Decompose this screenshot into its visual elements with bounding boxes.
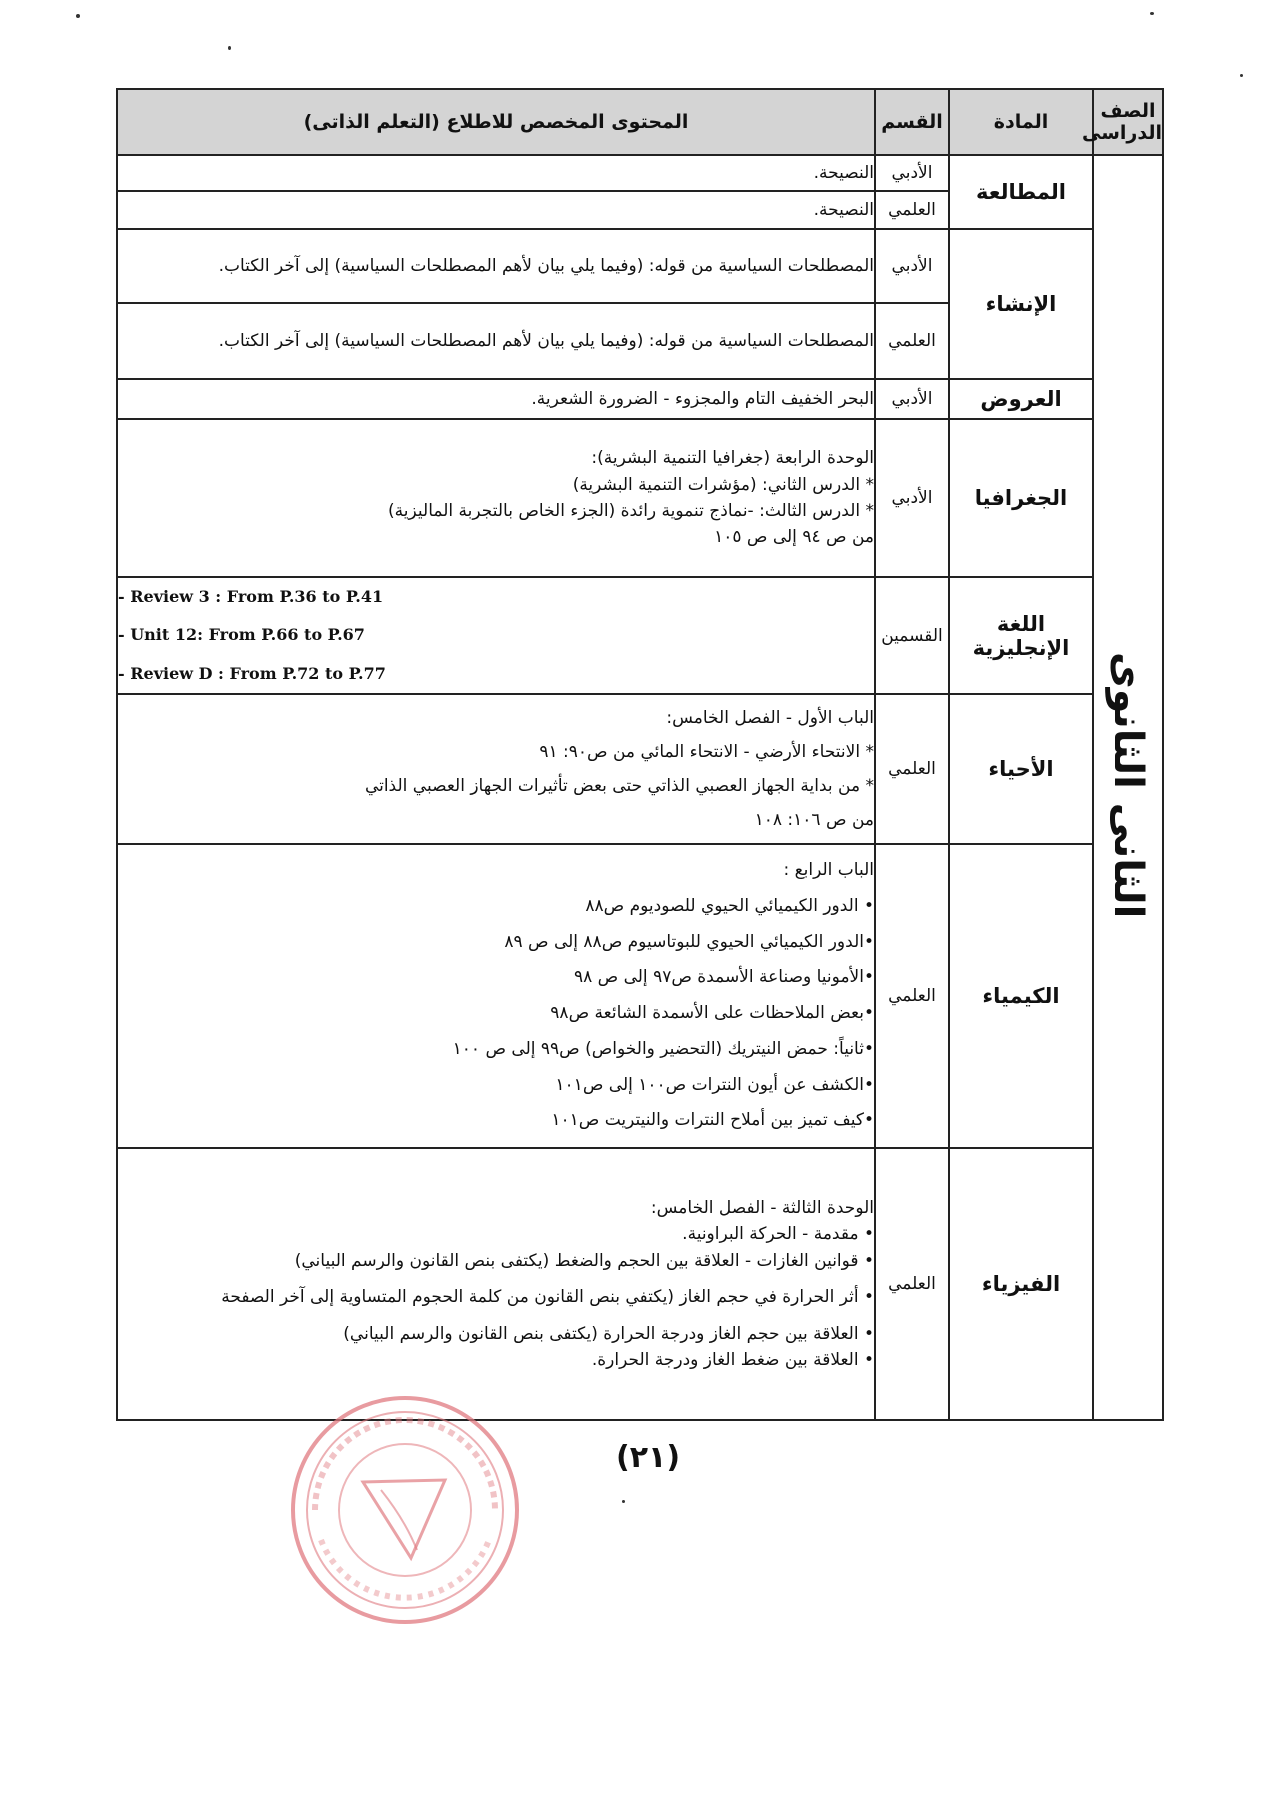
section-cell: القسمين	[875, 577, 949, 694]
content-line: • أثر الحرارة في حجم الغاز (يكتفي بنص القانون من كلمة الحجوم المتساوية إلى آخر الصفحة	[221, 1287, 874, 1308]
table-row	[117, 577, 1163, 694]
subject-mutalaa: المطالعة	[949, 155, 1093, 229]
section-cell: العلمي	[875, 694, 949, 844]
table-row	[117, 229, 1163, 303]
content-cell	[117, 844, 875, 1148]
content-line: •الأمونيا وصناعة الأسمدة ص٩٧ إلى ص ٩٨	[573, 967, 874, 988]
section-cell: الأدبي	[875, 229, 949, 303]
content-line: من ص ٩٤ إلى ص ١٠٥	[714, 527, 874, 548]
content-line: •بعض الملاحظات على الأسمدة الشائعة ص٩٨	[550, 1003, 874, 1024]
table-row	[117, 155, 1163, 191]
section-cell: العلمي	[875, 191, 949, 229]
content-line: الوحدة الثالثة - الفصل الخامس:	[650, 1198, 874, 1219]
content-line: * الانتحاء الأرضي - الانتحاء المائي من ص٩٠: ٩١	[539, 742, 874, 763]
content-line: •الكشف عن أيون النترات ص١٠٠ إلى ص١٠١	[555, 1074, 874, 1095]
header-row	[117, 89, 1163, 155]
section-cell: الأدبي	[875, 379, 949, 419]
section-cell: العلمي	[875, 1148, 949, 1420]
subject-geography: الجغرافيا	[949, 419, 1093, 577]
content-cell	[117, 1148, 875, 1420]
content-line: الباب الرابع :	[783, 860, 874, 881]
content-line: الوحدة الرابعة (جغرافيا التنمية البشرية):	[591, 448, 874, 469]
section-cell: العلمي	[875, 844, 949, 1148]
official-stamp-icon	[285, 1390, 525, 1630]
page-number: (٢١)	[616, 1440, 681, 1475]
header-content: المحتوى المخصص للاطلاع (التعلم الذاتى)	[117, 89, 875, 155]
content-line: •الدور الكيميائي الحيوي للبوتاسيوم ص٨٨ إلى ص ٨٩	[504, 931, 874, 952]
content-line: * من بداية الجهاز العصبي الذاتي حتى بعض تأثيرات الجهاز العصبي الذاتي	[364, 776, 874, 797]
content-line: • العلاقة بين ضغط الغاز ودرجة الحرارة.	[591, 1349, 874, 1370]
grade-name: الثانى الثانوى	[1105, 652, 1151, 919]
content-cell	[117, 694, 875, 844]
subject-physics: الفيزياء	[949, 1148, 1093, 1420]
content-line: - Review 3 : From P.36 to P.41	[118, 587, 384, 606]
content-cell: النصيحة.	[117, 191, 875, 229]
header-section: القسم	[875, 89, 949, 155]
content-cell: البحر الخفيف التام والمجزوء - الضرورة الشعرية.	[117, 379, 875, 419]
content-line: •ثانياً: حمض النيتريك (التحضير والخواص) ص٩٩ إلى ص ١٠٠	[452, 1038, 874, 1059]
content-line: - Unit 12: From P.66 to P.67	[118, 625, 365, 645]
content-cell	[117, 577, 875, 694]
content-line: - Review D : From P.72 to P.77	[118, 663, 386, 683]
content-line: • قوانين الغازات - العلاقة بين الحجم والضغط (يكتفى بنص القانون والرسم البياني)	[294, 1250, 874, 1271]
content-line: * الدرس الثاني: (مؤشرات التنمية البشرية)	[572, 474, 874, 495]
header-subject: المادة	[949, 89, 1093, 155]
subject-english: اللغة الإنجليزية	[949, 577, 1093, 694]
subject-arud: العروض	[949, 379, 1093, 419]
content-cell: المصطلحات السياسية من قوله: (وفيما يلي بيان لأهم المصطلحات السياسية) إلى آخر الكتاب.	[117, 229, 875, 303]
header-grade: الصف الدراسى	[1093, 89, 1163, 155]
table-row	[117, 844, 1163, 1148]
section-cell: العلمي	[875, 303, 949, 379]
subject-inshaa: الإنشاء	[949, 229, 1093, 379]
table-row	[117, 419, 1163, 577]
content-line: الباب الأول - الفصل الخامس:	[666, 708, 874, 729]
grade-cell	[1093, 155, 1163, 1420]
curriculum-table	[116, 88, 1164, 1421]
content-cell	[117, 419, 875, 577]
table-row	[117, 379, 1163, 419]
table-row	[117, 694, 1163, 844]
content-line: • مقدمة - الحركة البراونية.	[682, 1224, 874, 1245]
section-cell: الأدبي	[875, 419, 949, 577]
content-line: من ص ١٠٦: ١٠٨	[754, 810, 874, 831]
table-row	[117, 1148, 1163, 1420]
section-cell: الأدبي	[875, 155, 949, 191]
content-line: • الدور الكيميائي الحيوي للصوديوم ص٨٨	[585, 896, 874, 917]
content-line: • العلاقة بين حجم الغاز ودرجة الحرارة (يكتفى بنص القانون والرسم البياني)	[343, 1323, 874, 1344]
content-line: * الدرس الثالث: -نماذج تنموية رائدة (الجزء الخاص بالتجربة الماليزية)	[388, 501, 874, 521]
subject-biology: الأحياء	[949, 694, 1093, 844]
content-cell: النصيحة.	[117, 155, 875, 191]
subject-chemistry: الكيمياء	[949, 844, 1093, 1148]
content-cell: المصطلحات السياسية من قوله: (وفيما يلي بيان لأهم المصطلحات السياسية) إلى آخر الكتاب.	[117, 303, 875, 379]
content-line: •كيف تميز بين أملاح النترات والنيتريت ص١٠١	[551, 1110, 874, 1131]
